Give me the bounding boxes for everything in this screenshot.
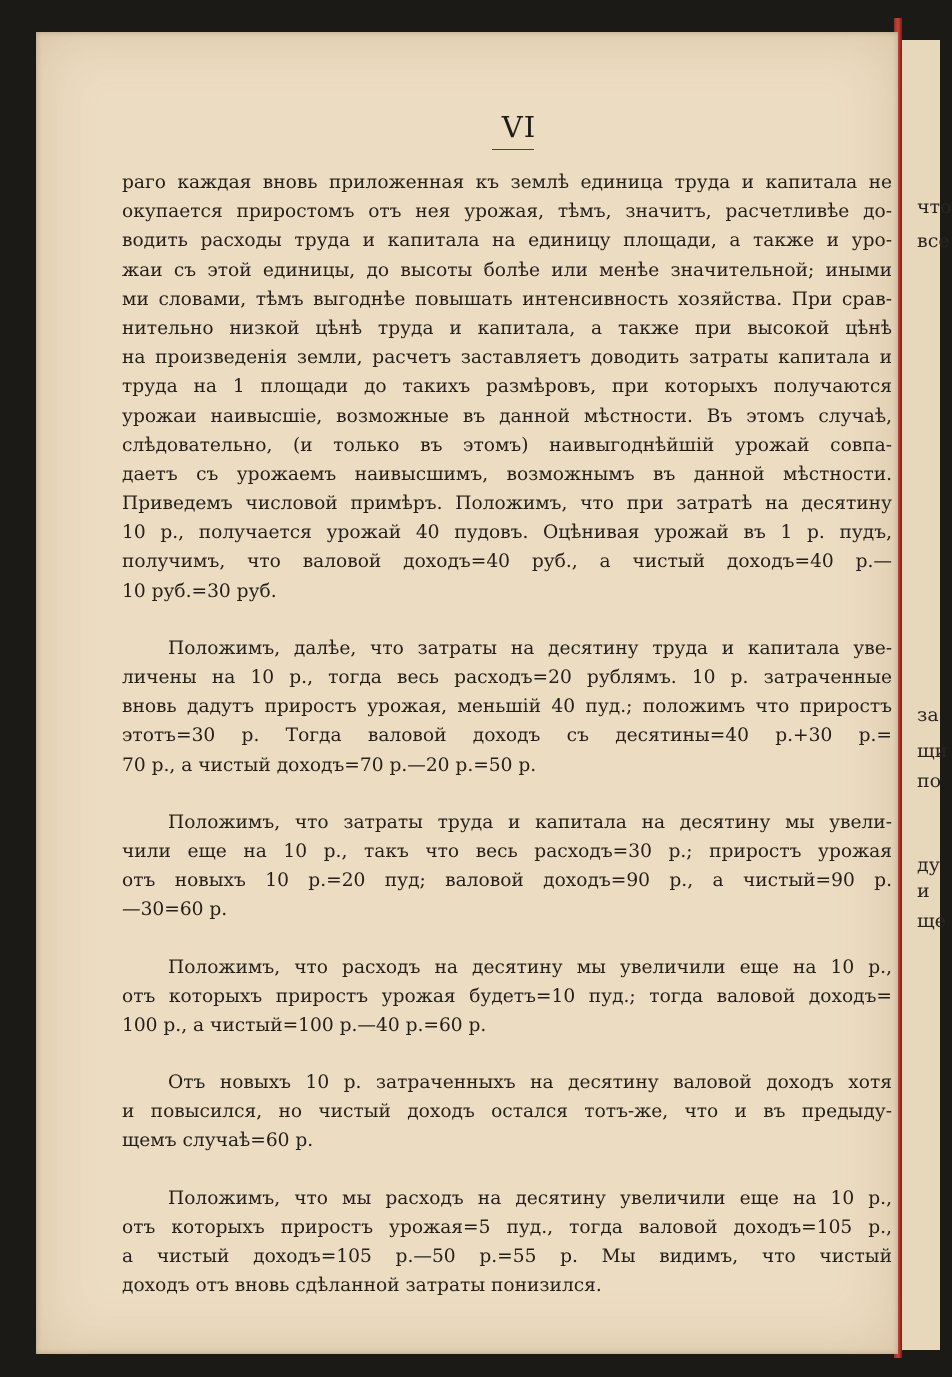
text-line: Положимъ, что мы расходъ на десятину увеличили еще на 10 р.,: [168, 1187, 892, 1209]
text-line: нительно низкой цѣнѣ труда и капитала, а также при высокой цѣнѣ: [122, 317, 892, 339]
text-line: отъ новыхъ 10 р.=20 пуд; валовой доходъ=90 р., а чистый=90 р.: [122, 870, 892, 892]
text-line: чили еще на 10 р., такъ что весь расходъ=30 р.; приростъ урожая: [122, 840, 892, 862]
adjacent-page-fragment: за: [917, 704, 939, 726]
text-line: ми словами, тѣмъ выгоднѣе повышать интенсивность хозяйства. При срав-: [122, 288, 892, 310]
paragraph: [122, 953, 892, 1041]
paragraph: [122, 168, 892, 606]
text-line: водить расходы труда и капитала на единицу площади, а также и уро-: [122, 230, 892, 252]
text-line: 70 р., а чистый доходъ=70 р.—20 р.=50 р.: [122, 754, 537, 776]
text-line: —30=60 р.: [122, 899, 228, 921]
adjacent-page-fragment: что: [917, 196, 952, 218]
text-line: этотъ=30 р. Тогда валовой доходъ съ десятины=40 р.+30 р.=: [122, 725, 892, 747]
text-line: 100 р., а чистый=100 р.—40 р.=60 р.: [122, 1014, 487, 1036]
adjacent-page-fragment: ду: [917, 854, 940, 876]
text-line: Отъ новыхъ 10 р. затраченныхъ на десятину валовой доходъ хотя: [168, 1072, 892, 1094]
text-line: 10 р., получается урожай 40 пудовъ. Оцѣнивая урожай въ 1 р. пудъ,: [122, 522, 892, 544]
text-line: урожаи наивысшіе, возможные въ данной мѣстности. Въ этомъ случаѣ,: [122, 405, 892, 427]
text-line: отъ которыхъ приростъ урожая=5 пуд., тогда валовой доходъ=105 р.,: [122, 1216, 892, 1238]
text-line: Положимъ, что расходъ на десятину мы увеличили еще на 10 р.,: [168, 956, 892, 978]
text-line: даетъ съ урожаемъ наивысшимъ, возможнымъ въ данной мѣстности.: [122, 463, 892, 485]
text-line: окупается приростомъ отъ нея урожая, тѣмъ, значитъ, расчетливѣе до-: [122, 201, 892, 223]
page-number-rule: [492, 149, 534, 150]
text-line: доходъ отъ вновь сдѣланной затраты понизился.: [122, 1275, 602, 1297]
adjacent-page-fragment: ще: [917, 910, 946, 932]
adjacent-page-fragment: щи: [917, 740, 948, 762]
text-line: личены на 10 р., тогда весь расходъ=20 рублямъ. 10 р. затраченные: [122, 667, 892, 688]
text-line: Положимъ, далѣе, что затраты на десятину труда и капитала уве-: [168, 637, 892, 659]
text-line: Положимъ, что затраты труда и капитала на десятину мы увели-: [168, 811, 892, 833]
text-line: щемъ случаѣ=60 р.: [122, 1130, 314, 1152]
text-line: вновь дадутъ приростъ урожая, меньшій 40 пуд.; положимъ что приростъ: [122, 696, 892, 718]
page-number: VI: [501, 110, 537, 144]
adjacent-page-fragment: все: [917, 230, 950, 252]
text-line: жаи съ этой единицы, до высоты болѣе или менѣе значительной; иными: [122, 259, 892, 281]
adjacent-page-fragment: и: [917, 880, 930, 902]
adjacent-page-fragment: по: [917, 770, 942, 792]
paragraph: [122, 634, 892, 780]
text-line: отъ которыхъ приростъ урожая будетъ=10 пуд.; тогда валовой доходъ=: [122, 985, 892, 1007]
text-line: раго каждая вновь приложенная къ землѣ единица труда и капитала не: [122, 172, 892, 193]
text-line: а чистый доходъ=105 р.—50 р.=55 р. Мы видимъ, что чистый: [122, 1246, 892, 1267]
text-line: получимъ, что валовой доходъ=40 руб., а чистый доходъ=40 р.—: [122, 551, 892, 573]
text-line: слѣдовательно, (и только въ этомъ) наивыгоднѣйшій урожай совпа-: [122, 434, 892, 456]
text-line: и повысился, но чистый доходъ остался тотъ-же, что и въ предыду-: [122, 1101, 892, 1123]
paragraph: [122, 808, 892, 925]
text-line: 10 руб.=30 руб.: [122, 580, 277, 602]
paragraph: [122, 1068, 892, 1156]
text-line: на произведенія земли, расчетъ заставляетъ доводить затраты капитала и: [122, 347, 892, 369]
adjacent-page-edge: [902, 40, 952, 1350]
text-line: труда на 1 площади до такихъ размѣровъ, при которыхъ получаются: [122, 376, 892, 398]
text-line: Приведемъ числовой примѣръ. Положимъ, что при затратѣ на десятину: [122, 493, 892, 515]
paragraph: [122, 1184, 892, 1301]
page-body: [122, 168, 892, 1328]
